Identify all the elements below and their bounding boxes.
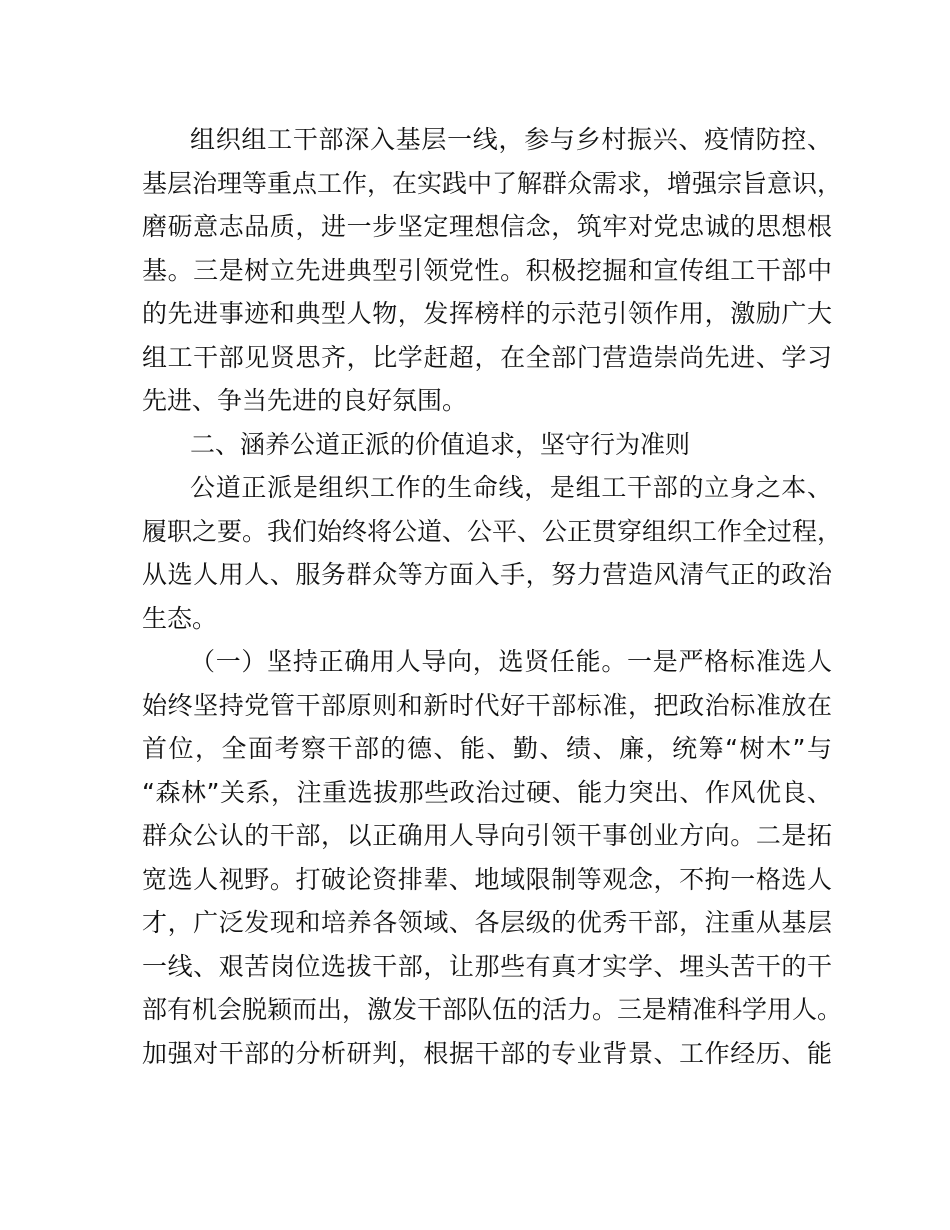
text-line: 先进、争当先进的良好氛围。 xyxy=(142,386,468,415)
text-line: 一线、艰苦岗位选拔干部，让那些有真才实学、埋头苦干的干 xyxy=(142,951,832,981)
document-body xyxy=(142,118,843,1075)
paragraph-continuation xyxy=(142,118,843,423)
text-line: 首位，全面考察干部的德、能、勤、绩、廉，统筹“树木”与 xyxy=(142,734,832,763)
paragraph xyxy=(142,466,843,640)
paragraph xyxy=(142,640,843,1075)
text-line: 才，广泛发现和培养各领域、各层级的优秀干部，注重从基层 xyxy=(142,908,832,937)
text-line: 履职之要。我们始终将公道、公平、公正贯穿组织工作全过程， xyxy=(142,516,843,546)
text-line: “森林”关系，注重选拔那些政治过硬、能力突出、作风优良、 xyxy=(142,777,832,807)
section-heading xyxy=(142,423,832,467)
text-line: 组织组工干部深入基层一线，参与乡村振兴、疫情防控、 xyxy=(190,125,832,154)
text-line: 从选人用人、服务群众等方面入手，努力营造风清气正的政治 xyxy=(142,560,832,589)
text-line: 加强对干部的分析研判，根据干部的专业背景、工作经历、能 xyxy=(142,1038,832,1068)
text-line: 公道正派是组织工作的生命线，是组工干部的立身之本、 xyxy=(190,473,832,502)
text-line: 磨砺意志品质，进一步坚定理想信念，筑牢对党忠诚的思想根 xyxy=(142,212,832,241)
text-line: 基。三是树立先进典型引领党性。积极挖掘和宣传组工干部中 xyxy=(142,255,832,285)
text-line: 群众公认的干部，以正确用人导向引领干事创业方向。二是拓 xyxy=(142,821,832,850)
text-line: 基层治理等重点工作，在实践中了解群众需求，增强宗旨意识， xyxy=(142,168,843,198)
text-line: 组工干部见贤思齐，比学赶超，在全部门营造崇尚先进、学习 xyxy=(142,342,832,372)
text-line: 宽选人视野。打破论资排辈、地域限制等观念，不拘一格选人 xyxy=(142,864,832,894)
text-line: （一）坚持正确用人导向，选贤任能。一是严格标准选人 xyxy=(190,647,832,676)
text-line: 始终坚持党管干部原则和新时代好干部标准，把政治标准放在 xyxy=(142,690,832,720)
text-line: 部有机会脱颖而出，激发干部队伍的活力。三是精准科学用人。 xyxy=(142,995,843,1024)
heading-line: 二、涵养公道正派的价值追求，坚守行为准则 xyxy=(190,429,691,459)
text-line: 的先进事迹和典型人物，发挥榜样的示范引领作用，激励广大 xyxy=(142,299,832,328)
text-line: 生态。 xyxy=(142,603,218,633)
